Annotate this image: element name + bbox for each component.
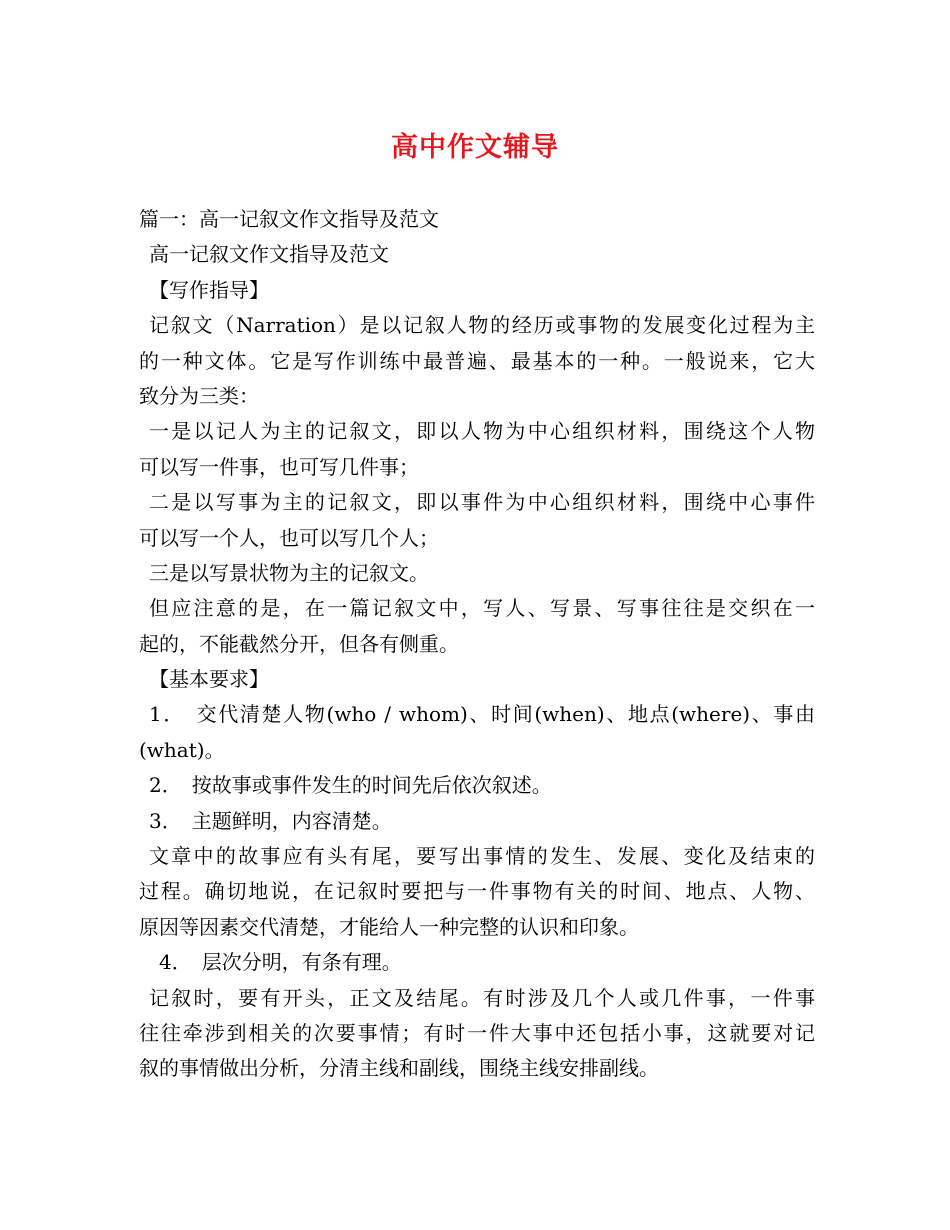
subheading: 高一记叙文作文指导及范文 [149, 242, 389, 267]
section-label-writing-guide: 【写作指导】 [149, 277, 269, 302]
document-title: 高中作文辅导 [391, 132, 559, 163]
paragraph-line: 一是以记人为主的记叙文，即以人物为中心组织材料，围绕这个人物 [149, 419, 815, 444]
paragraph-line: 原因等因素交代清楚，才能给人一种完整的认识和印象。 [139, 914, 639, 939]
paragraph-line: 往往牵涉到相关的次要事情；有时一件大事中还包括小事，这就要对记 [139, 1020, 815, 1045]
paragraph-line: 记叙文（Narration）是以记叙人物的经历或事物的发展变化过程为主 [149, 313, 815, 338]
section-label-basic-requirements: 【基本要求】 [149, 667, 269, 692]
paragraph-line: 可以写一个人，也可以写几个人； [139, 525, 439, 550]
paragraph-line: 起的，不能截然分开，但各有侧重。 [139, 631, 459, 656]
paragraph-line: 二是以写事为主的记叙文，即以事件为中心组织材料，围绕中心事件 [149, 490, 815, 515]
list-item-continuation: (what)。 [139, 737, 225, 762]
paragraph-line: 叙的事情做出分析，分清主线和副线，围绕主线安排副线。 [139, 1056, 659, 1081]
document-body [139, 202, 815, 1087]
paragraph-line: 致分为三类： [139, 383, 259, 408]
paragraph-line: 过程。确切地说，在记叙时要把与一件事物有关的时间、地点、人物、 [139, 879, 815, 904]
paragraph-line: 文章中的故事应有头有尾，要写出事情的发生、发展、变化及结束的 [149, 844, 815, 869]
paragraph-line: 的一种文体。它是写作训练中最普遍、最基本的一种。一般说来，它大 [139, 348, 815, 373]
list-item: 1． 交代清楚人物(who / whom)、时间(when)、地点(where)、事由 [149, 702, 815, 727]
paragraph-line: 记叙时，要有开头，正文及结尾。有时涉及几个人或几件事，一件事 [149, 985, 815, 1010]
section-heading: 篇一：高一记叙文作文指导及范文 [139, 207, 439, 231]
paragraph-line: 但应注意的是，在一篇记叙文中，写人、写景、写事往往是交织在一 [149, 596, 815, 621]
list-item: 3． 主题鲜明，内容清楚。 [149, 808, 392, 833]
list-item: 4． 层次分明，有条有理。 [159, 950, 402, 975]
paragraph-line: 可以写一件事，也可写几件事； [139, 454, 419, 479]
list-item: 2． 按故事或事件发生的时间先后依次叙述。 [149, 773, 552, 798]
paragraph-line: 三是以写景状物为主的记叙文。 [149, 560, 429, 585]
